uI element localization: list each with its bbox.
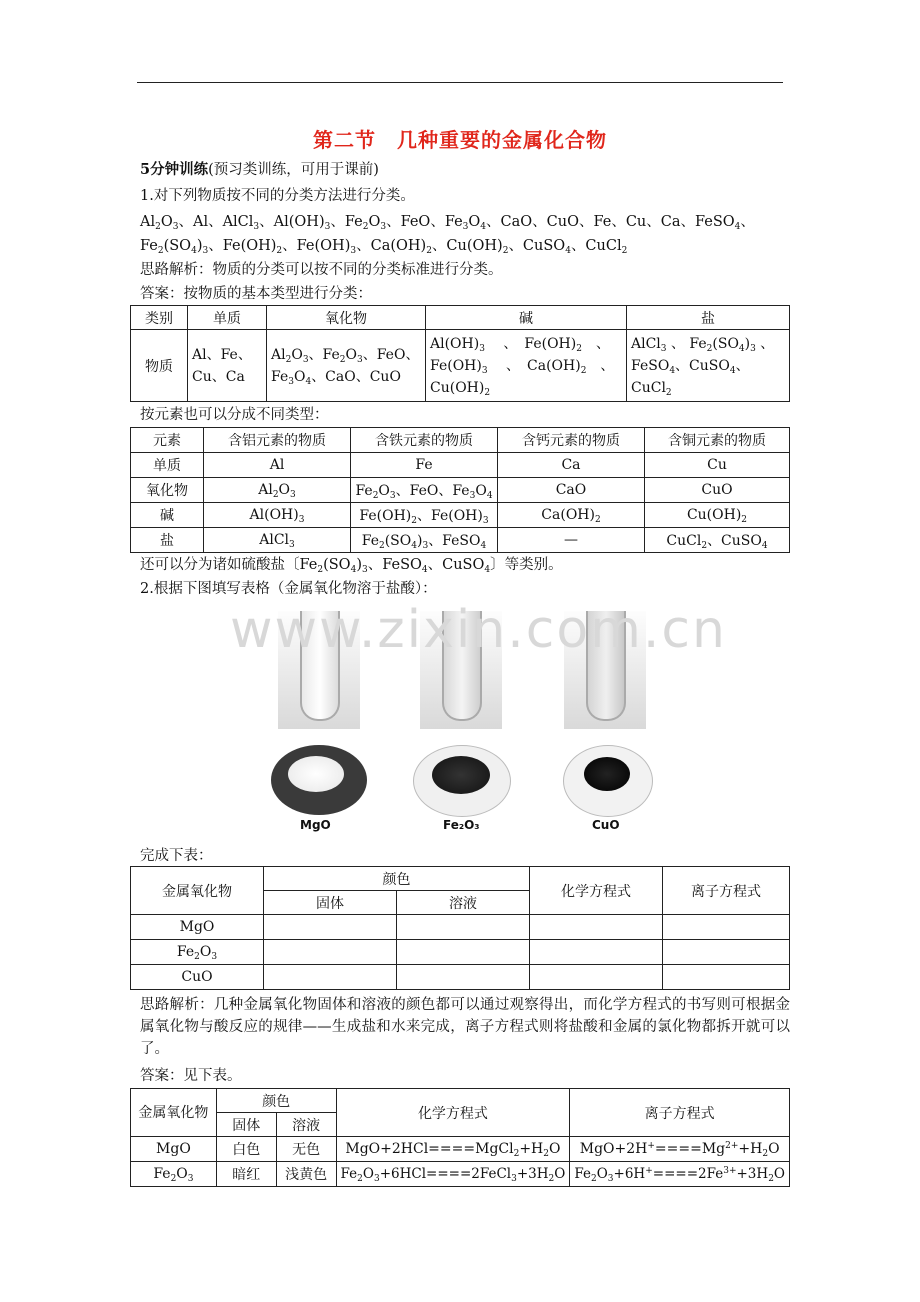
section-heading-bold: 5分钟训练 (140, 161, 209, 178)
section-heading (140, 160, 790, 180)
mgo-powder (288, 756, 344, 792)
t2-row-salt: 盐 (131, 528, 204, 553)
t2-cu-base: $Cu(OH)_2$ (645, 503, 790, 528)
t3-cuo-solid (264, 965, 397, 990)
section-heading-rest: (预习类训练，可用于课前) (208, 162, 379, 178)
t4-mgo-solid: 白色 (216, 1137, 276, 1162)
t4-header-chem: 化学方程式 (336, 1089, 570, 1137)
t3-header-solid: 固体 (264, 891, 397, 915)
t4-row-mgo: MgO (131, 1137, 217, 1162)
t3-row-fe2o3: $Fe_2O_3$ (131, 940, 264, 965)
analysis-2: 思路解析：几种金属氧化物固体和溶液的颜色都可以通过观察得出，而化学方程式的书写则可根据金属氧化物与酸反应的规律——生成盐和水来完成，离子方程式则将盐酸和金属的氯化物都拆开就可以了。 (140, 997, 790, 1057)
t4-header-color: 颜色 (216, 1089, 336, 1113)
answer-2: 答案：见下表。 (140, 1068, 242, 1084)
t2-fe-oxide: $Fe_2O_3$、FeO、$Fe_3O_4$ (351, 478, 498, 503)
t3-cuo-ion (663, 965, 790, 990)
t1-elements: Al、Fe、 Cu、Ca (188, 330, 267, 402)
t2-al-salt: AlCl$_3$ (204, 528, 351, 553)
t3-header-oxide: 金属氧化物 (131, 867, 264, 915)
substance-list-line-2: $Fe_2(SO_4)_3$、$Fe(OH)_2$、$Fe(OH)_3$、$Ca(OH)_2$、$Cu(OH)_2$、CuSO$_4$、CuCl$_2$ (140, 238, 628, 256)
t2-al-base: $Al(OH)_3$ (204, 503, 351, 528)
t2-header-ca: 含钙元素的物质 (498, 428, 645, 453)
question-2: 2.根据下图填写表格（金属氧化物溶于盐酸）： (140, 581, 437, 597)
t3-row-mgo: MgO (131, 915, 264, 940)
t2-row-oxide: 氧化物 (131, 478, 204, 503)
t4-fe2o3-chem: $Fe_2O_3+6HCl====2FeCl_3+3H_2O$ (336, 1162, 570, 1187)
t1-bases: $Al(OH)_3$ 、 $Fe(OH)_2$ 、 $Fe(OH)_3$ 、 $Ca(OH)_2$ 、 $Cu(OH)_2$ (426, 330, 627, 402)
t2-ca-salt: — (498, 528, 645, 553)
t3-mgo-solution (397, 915, 530, 940)
t3-cuo-chem (530, 965, 663, 990)
t4-header-solution: 溶液 (276, 1113, 336, 1137)
t2-al-oxide: $Al_2O_3$ (204, 478, 351, 503)
t2-cu-oxide: CuO (645, 478, 790, 503)
t4-header-solid: 固体 (216, 1113, 276, 1137)
cuo-powder (584, 757, 630, 791)
header-rule (137, 82, 783, 83)
t1-header-element: 单质 (188, 306, 267, 330)
t3-header-solution: 溶液 (397, 891, 530, 915)
t2-fe-salt: $Fe_2(SO_4)_3$、FeSO$_4$ (351, 528, 498, 553)
t4-header-ion: 离子方程式 (570, 1089, 790, 1137)
t4-mgo-ion: $MgO+2H^+====Mg^{2+}+H_2O$ (570, 1137, 790, 1162)
caption-cuo: CuO (592, 818, 620, 832)
caption-mgo: MgO (300, 818, 331, 832)
t4-fe2o3-ion: $Fe_2O_3+6H^+====2Fe^{3+}+3H_2O$ (570, 1162, 790, 1187)
t3-fe2o3-chem (530, 940, 663, 965)
blank-oxide-table (130, 866, 790, 990)
t4-fe2o3-solution: 浅黄色 (276, 1162, 336, 1187)
by-element-text: 按元素也可以分成不同类型： (140, 407, 329, 423)
t3-mgo-solid (264, 915, 397, 940)
t2-row-element: 单质 (131, 453, 204, 478)
t1-header-category: 类别 (131, 306, 188, 330)
t2-header-al: 含铝元素的物质 (204, 428, 351, 453)
t3-row-cuo: CuO (131, 965, 264, 990)
caption-fe2o3: Fe₂O₃ (443, 818, 480, 832)
t1-salts: AlCl$_3$ 、 $Fe_2(SO_4)_3$ 、 FeSO$_4$、CuSO$_4$、CuCl$_2$ (627, 330, 790, 402)
t3-fe2o3-ion (663, 940, 790, 965)
t3-header-chem: 化学方程式 (530, 867, 663, 915)
t4-mgo-solution: 无色 (276, 1137, 336, 1162)
t3-fe2o3-solution (397, 940, 530, 965)
t1-oxides: $Al_2O_3$、$Fe_2O_3$、FeO、 $Fe_3O_4$、CaO、CuO (267, 330, 426, 402)
t2-fe-element: Fe (351, 453, 498, 478)
t2-header-element: 元素 (131, 428, 204, 453)
t4-row-fe2o3: $Fe_2O_3$ (131, 1162, 217, 1187)
answer-1: 答案：按物质的基本类型进行分类： (140, 286, 372, 302)
t2-cu-element: Cu (645, 453, 790, 478)
answer-oxide-table (130, 1088, 790, 1187)
page-title: 第二节 几种重要的金属化合物 (313, 128, 607, 152)
t4-fe2o3-solid: 暗红 (216, 1162, 276, 1187)
substance-list-line-1: $Al_2O_3$、Al、AlCl$_3$、$Al(OH)_3$、$Fe_2O_3$、FeO、$Fe_3O_4$、CaO、CuO、Fe、Cu、Ca、FeSO$_4$、 (140, 214, 755, 232)
t2-row-base: 碱 (131, 503, 204, 528)
t2-header-cu: 含铜元素的物质 (645, 428, 790, 453)
t3-fe2o3-solid (264, 940, 397, 965)
question-1: 1.对下列物质按不同的分类方法进行分类。 (140, 188, 415, 204)
element-table (130, 427, 790, 553)
classification-table (130, 305, 790, 402)
t3-header-ion: 离子方程式 (663, 867, 790, 915)
t3-header-color: 颜色 (264, 867, 530, 891)
t3-mgo-ion (663, 915, 790, 940)
t2-ca-element: Ca (498, 453, 645, 478)
sulfate-note: 还可以分为诸如硫酸盐〔$Fe_2(SO_4)_3$、FeSO$_4$、CuSO$_4$〕等类别。 (140, 557, 563, 575)
fe2o3-powder (432, 756, 490, 794)
t2-fe-base: $Fe(OH)_2$、$Fe(OH)_3$ (351, 503, 498, 528)
t1-header-oxide: 氧化物 (267, 306, 426, 330)
t2-ca-oxide: CaO (498, 478, 645, 503)
t1-header-base: 碱 (426, 306, 627, 330)
t2-cu-salt: CuCl$_2$、CuSO$_4$ (645, 528, 790, 553)
t3-mgo-chem (530, 915, 663, 940)
complete-table-text: 完成下表： (140, 848, 213, 864)
t2-header-fe: 含铁元素的物质 (351, 428, 498, 453)
t3-cuo-solution (397, 965, 530, 990)
t2-ca-base: $Ca(OH)_2$ (498, 503, 645, 528)
watermark: www.zixin.com.cn (230, 600, 727, 660)
t2-al-element: Al (204, 453, 351, 478)
t1-row-label: 物质 (131, 330, 188, 402)
analysis-1: 思路解析：物质的分类可以按不同的分类标准进行分类。 (140, 262, 503, 278)
t4-header-oxide: 金属氧化物 (131, 1089, 217, 1137)
t1-header-salt: 盐 (627, 306, 790, 330)
t4-mgo-chem: $MgO+2HCl====MgCl_2+H_2O$ (336, 1137, 570, 1162)
